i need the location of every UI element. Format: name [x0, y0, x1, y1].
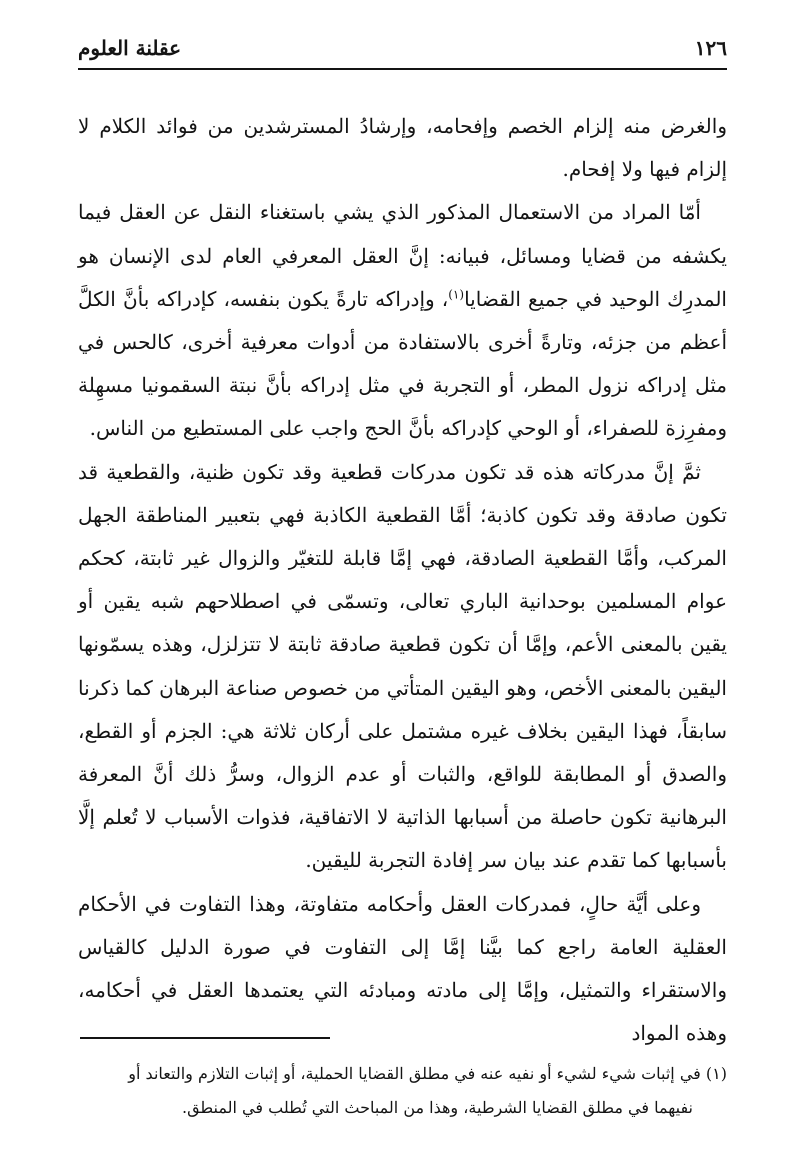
- paragraph-1: والغرض منه إلزام الخصم وإفحامه، وإرشادُ المسترشدين من فوائد الكلام لا إلزام فيها ولا إفحام.: [78, 114, 727, 182]
- footnote-rule: [80, 1037, 330, 1039]
- paragraph-2-text-b: ، وإدراكه تارةً يكون بنفسه، كإدراكه بأنَّ الكلَّ أعظم من جزئه، وتارةً أخرى بالاستفادة من أدوات معرفية أخرى، كالحس في مثل إدراكه نزول المطر، أو التجربة في مثل إدراكه بأنَّ نبتة السقمونيا مسهِلة ومفرِزة للصفراء، أو الوحي كإدراكه بأنَّ الحج واجب على المستطيع من الناس.: [78, 286, 727, 441]
- footnotes: [78, 1057, 727, 1125]
- paragraph-2-text-a: أمّا المراد من الاستعمال المذكور الذي يشي باستغناء النقل عن العقل فيما يكشفه من قضايا ومسائل، فبيانه: إنَّ العقل المعرفي العام لدى الإنسان هو المدرِك الوحيد في جميع القضايا: [78, 200, 727, 311]
- paragraph-3: ثمَّ إنَّ مدركاته هذه قد تكون مدركات قطعية وقد تكون ظنية، والقطعية قد تكون صادقة وقد تكون كاذبة؛ أمَّا القطعية الكاذبة فهي بتعبير المناطقة الجهل المركب، وأمَّا القطعية الصادقة، فهي إمَّا قابلة للتغيّر والزوال غير ثابتة، كحكم عوام المسلمين بوحدانية الباري تعالى، وتسمّى في اصطلاحهم شبه يقين أو يقين بالمعنى الأعم، وإمَّا أن تكون قطعية صادقة ثابتة لا تتزلزل، وهذه يسمّونها اليقين بالمعنى الأخص، وهو اليقين المتأتي من خصوص صناعة البرهان كما ذكرنا سابقاً، فهذا اليقين بخلاف غيره مشتمل على أركان ثلاثة هي: الجزم أو القطع، والصدق أو المطابقة للواقع، والثبات أو عدم الزوال، وسرُّ ذلك أنَّ المعرفة البرهانية تكون حاصلة من أسبابها الذاتية لا الاتفاقية، فذوات الأسباب لا تُعلم إلَّا بأسبابها كما تقدم عند بيان سر إفادة التجربة لليقين.: [78, 459, 727, 873]
- running-title: عقلنة العلوم: [78, 36, 182, 60]
- paragraph-2: [78, 191, 727, 450]
- paragraph-4: وعلى أيَّة حالٍ، فمدركات العقل وأحكامه متفاوتة، وهذا التفاوت في الأحكام العقلية العامة راجع كما بيَّنا إمَّا إلى التفاوت في صورة الدليل كالقياس والاستقراء والتمثيل، وإمَّا إلى مادته ومبادئه التي يعتمدها العقل في أحكامه، وهذه المواد: [78, 891, 727, 1046]
- footnote-marker: (١): [448, 287, 465, 302]
- footnote-1-line-2: نفيهما في مطلق القضايا الشرطية، وهذا من المباحث التي تُطلب في المنطق.: [182, 1098, 693, 1117]
- page-number: ١٢٦: [694, 36, 727, 60]
- header-rule: [78, 68, 727, 70]
- main-text: [78, 105, 727, 1055]
- running-header: [78, 30, 727, 66]
- footnote-1-line-1: (١) في إثبات شيء لشيء أو نفيه عنه في مطلق القضايا الحملية، أو إثبات التلازم والتعاند أو: [128, 1064, 727, 1083]
